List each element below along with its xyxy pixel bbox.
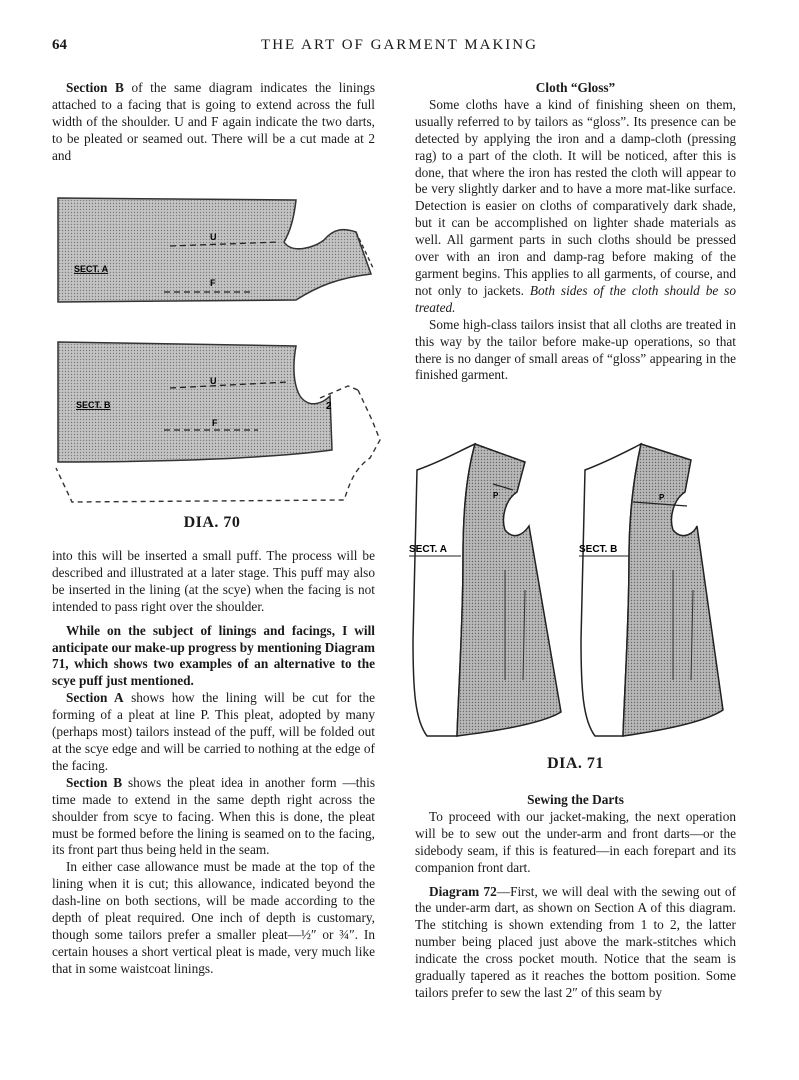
paragraph [52, 80, 375, 165]
section-a-lead: Section A [66, 690, 124, 706]
right-column-bottom [415, 792, 736, 1002]
diagram-70-caption: DIA. 70 [183, 514, 241, 531]
paragraph-bold: While on the subject of linings and facings, I will anticipate our make-up progress by mentioning Diagram 71, which shows two examples of an alternative to the scye puff just mentioned. [52, 622, 375, 689]
dart-f-label-b: F [212, 418, 218, 428]
paragraph-text: shows the pleat idea in another form —this time made to extend in the same depth right across the shoulder from scye to facing. When this is done, the pleat must be formed before the lining is seamed on to the facing, its front part thus being held in the seam. [52, 774, 375, 858]
paragraph-text: Some cloths have a kind of finishing sheen on them, usually referred to by tailors as “gloss”. Its presence can be detected by applying the iron and a damp-cloth (pressing rag) to a part of the cloth. It will be noticed, after this is done, that where the iron has rested the cloth will appear to be very slightly darker and to have a more mat-like surface. Detection is easier on cloths of comparatively dark shade, but it can be accomplished on lighter shade materials as well. All garment parts in such cloths should be pressed over with an iron and damp-rag before making of the garment begins. This applies to all garments, of course, and not only to jackets. [415, 96, 736, 298]
left-column-bottom [52, 548, 375, 978]
paragraph-text: shows how the lining will be cut for the forming of a pleat at line P. This pleat, adopted by many (perhaps most) tailors instead of the puff, will be folded out at the scye edge and will be carried to nothing at the edge of the facing. [52, 690, 375, 773]
sect-b-label: SECT. B [76, 400, 111, 410]
paragraph: Some high-class tailors insist that all cloths are treated in this way by the tailor before make-up operations, so that there is no danger of small areas of “gloss” appearing in the finished garment. [415, 316, 736, 383]
dart-u-label-a: U [210, 232, 217, 242]
right-column-top [415, 80, 736, 384]
paragraph: To proceed with our jacket-making, the next operation will be to sew out the under-arm and front darts—or the sidebody seam, if this is featured—in each forepart and its companion front dart. [415, 808, 736, 875]
paragraph-text: of the same diagram indicates the linings attached to a facing that is going to extend across the full width of the shoulder. U and F again indicate the two darts, to be pleated or seamed out. There will be a cut made at 2 and [52, 80, 375, 163]
left-column-top [52, 80, 375, 165]
paragraph [415, 97, 736, 317]
paragraph: In either case allowance must be made at the top of the lining when it is cut; this allowance, indicated beyond the dash-line on both sections, will be made according to the depth of pleat required. One inch of depth is customary, though some tailors prefer a smaller pleat—½″ or ¾″. In certain houses a short vertical pleat is made, very much like that in some waistcoat linings. [52, 859, 375, 976]
dart-u-label-b: U [210, 376, 217, 386]
diagram-72-lead: Diagram 72 [429, 883, 497, 899]
sect-a-label: SECT. A [409, 544, 447, 555]
paragraph-text: —First, we will deal with the sewing out of the under-arm dart, as shown on Section A of this diagram. The stitching is shown extending from 1 to 2, the latter number being placed just above the mark-stitches which indicate the cross pocket mouth. Notice that the seam is gradually tapered as it reaches the bottom position. Some tailors prefer to sew the last 2″ of this seam by [415, 883, 736, 1000]
pleat-p-label-b: P [659, 493, 665, 502]
paragraph: into this will be inserted a small puff. The process will be described and illustrated at a later stage. This puff may also be inserted in the lining (at the scye) when the facing is not intended to pass right over the shoulder. [52, 548, 375, 614]
section-heading: Sewing the Darts [527, 792, 624, 807]
section-b-lead: Section B [66, 774, 123, 790]
paragraph-italic: Both sides of the cloth should be so treated. [415, 282, 736, 315]
dart-f-label-a: F [210, 278, 216, 288]
pleat-p-label-a: P [493, 491, 499, 500]
diagram-71-caption: DIA. 71 [547, 755, 604, 772]
running-title: THE ART OF GARMENT MAKING [261, 37, 538, 53]
diagram-70 [52, 190, 382, 535]
paragraph [52, 690, 375, 775]
paragraph [52, 775, 375, 860]
sect-b-label: SECT. B [579, 544, 618, 555]
paragraph [415, 884, 736, 1002]
section-heading: Cloth “Gloss” [535, 80, 616, 95]
diagram-71 [405, 440, 735, 740]
section-b-lead: Section B [66, 80, 124, 95]
cut-mark-label: 2 [326, 401, 332, 412]
sect-a-lining [457, 444, 561, 736]
sect-a-label: SECT. A [74, 264, 109, 274]
page-number: 64 [52, 37, 67, 53]
